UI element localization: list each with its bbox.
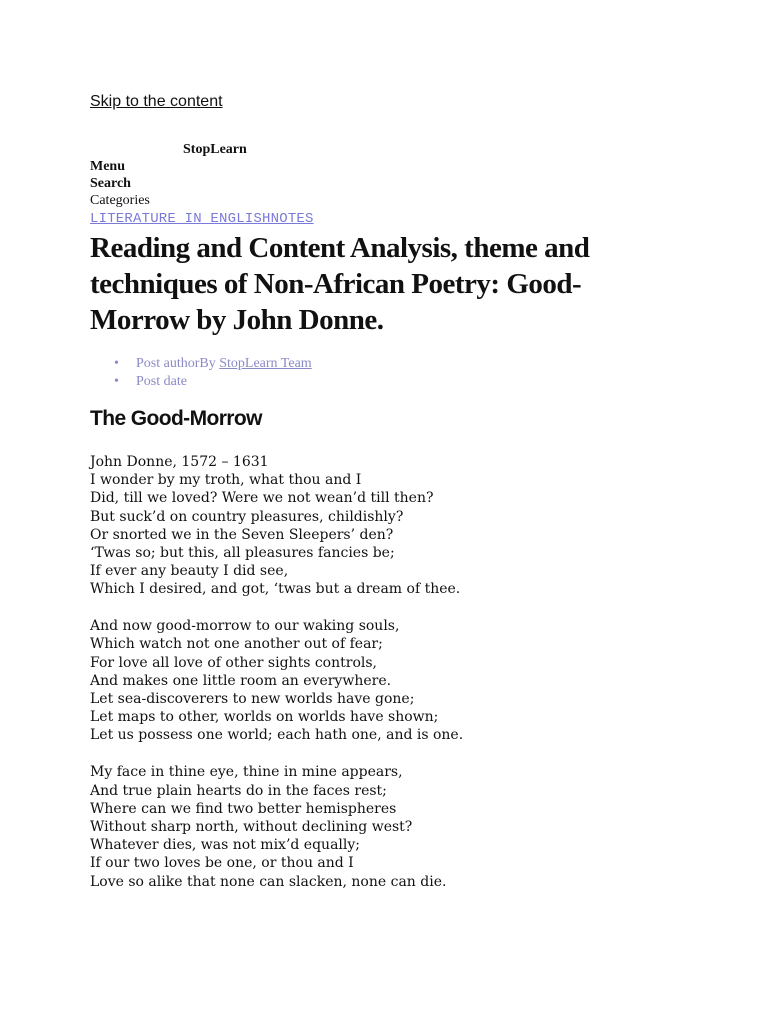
poem-line: Without sharp north, without declining west? (90, 818, 413, 835)
poem-line: ‘Twas so; but this, all pleasures fancies be; (90, 544, 395, 561)
poem-line: Whatever dies, was not mix’d equally; (90, 837, 360, 854)
site-brand[interactable]: StopLearn (183, 142, 247, 157)
post-author-link[interactable]: StopLearn Team (219, 356, 312, 371)
poem-line: Love so alike that none can slacken, none can die. (90, 873, 447, 890)
poem-line: And true plain hearts do in the faces rest; (90, 782, 387, 799)
poem-line: Did, till we loved? Were we not wean’d till then? (90, 490, 434, 507)
poem-line: But suck’d on country pleasures, childishly? (90, 508, 404, 525)
search-button[interactable]: Search (90, 176, 131, 191)
post-meta (114, 355, 312, 391)
poem-line: Which I desired, and got, ‘twas but a dream of thee. (90, 581, 461, 598)
bullet-icon: • (114, 356, 119, 371)
poem-line: If our two loves be one, or thou and I (90, 855, 354, 872)
poem-line: If ever any beauty I did see, (90, 563, 289, 580)
poem-line: John Donne, 1572 – 1631 (90, 454, 269, 470)
poem-line: For love all love of other sights controls, (90, 654, 377, 671)
poem-line: Let maps to other, worlds on worlds have shown; (90, 709, 439, 726)
menu-button[interactable]: Menu (90, 159, 125, 174)
post-title: Reading and Content Analysis, theme and techniques of Non-African Poetry: Good-Morrow by John Donne. (90, 232, 590, 336)
post-date-label: Post date (136, 374, 187, 389)
poem-line: Let us possess one world; each hath one, and is one. (90, 727, 464, 744)
poem-title: The Good-Morrow (90, 407, 262, 430)
poem-line: I wonder by my troth, what thou and I (90, 472, 362, 489)
post-author-prefix: Post authorBy (136, 356, 220, 371)
poem-line: Or snorted we in the Seven Sleepers’ den? (90, 526, 394, 543)
stanza-break (90, 745, 463, 764)
poem-line: Which watch not one another out of fear; (90, 636, 383, 653)
post-date (114, 373, 312, 391)
stanza-break (90, 599, 463, 618)
category-link[interactable]: LITERATURE IN ENGLISHNOTES (90, 211, 314, 227)
poem-body (90, 453, 463, 891)
bullet-icon: • (114, 374, 119, 389)
categories-label: Categories (90, 193, 150, 208)
post-author (114, 355, 312, 373)
skip-to-content-link[interactable]: Skip to the content (90, 93, 223, 110)
poem-line: And makes one little room an everywhere. (90, 672, 392, 689)
poem-line: And now good-morrow to our waking souls, (90, 618, 400, 635)
poem-line: My face in thine eye, thine in mine appears, (90, 764, 403, 781)
poem-line: Let sea-discoverers to new worlds have gone; (90, 691, 415, 708)
poem-line: Where can we find two better hemispheres (90, 800, 397, 817)
